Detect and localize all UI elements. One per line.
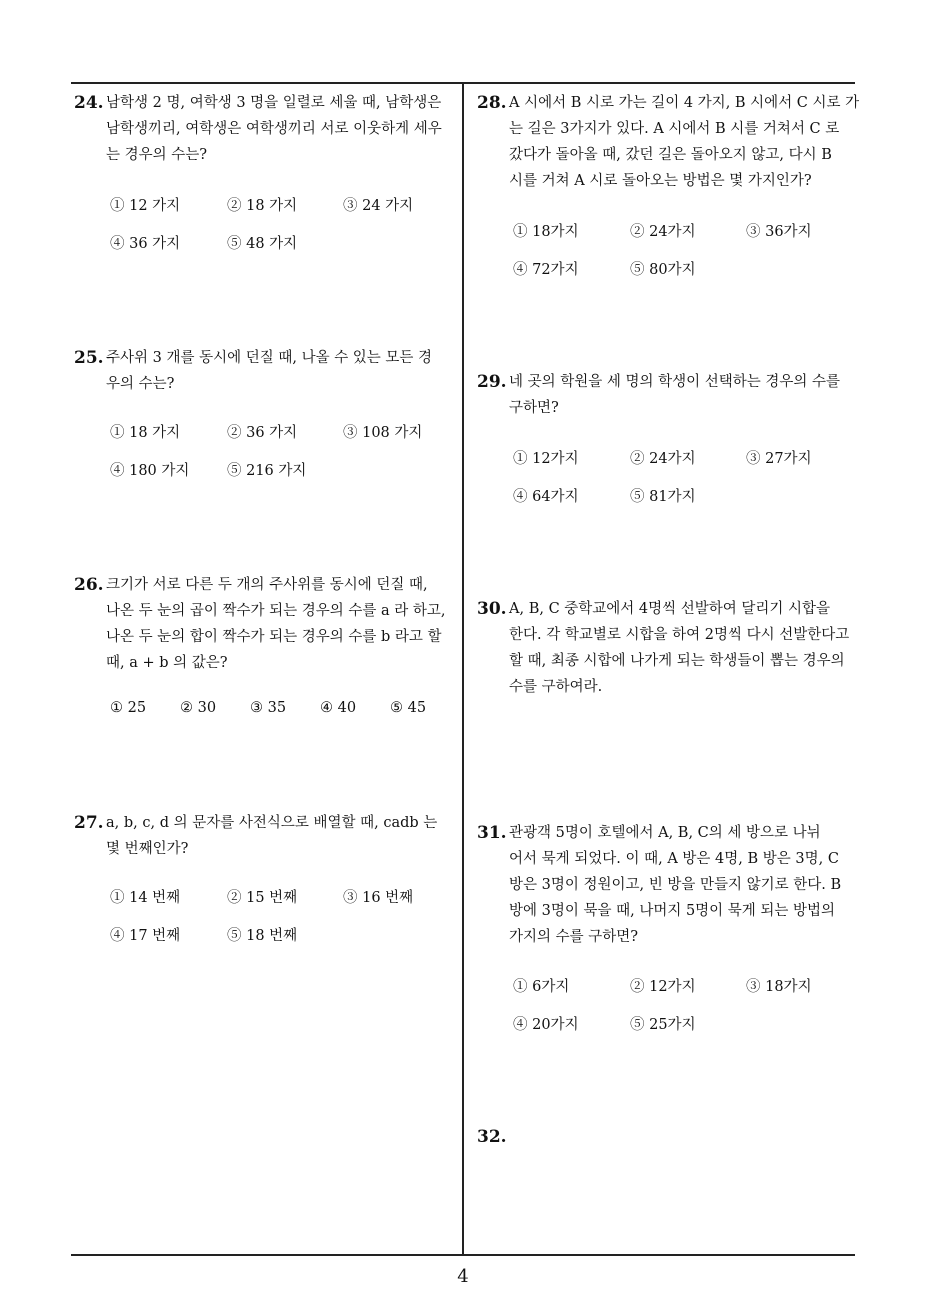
stem-line: 우의 수는? bbox=[106, 376, 175, 392]
question-number: 32. bbox=[477, 1127, 507, 1147]
question-number: 31. bbox=[477, 823, 507, 843]
stem-line: 시를 거쳐 A 시로 돌아오는 방법은 몇 가지인가? bbox=[509, 173, 812, 189]
question-number: 28. bbox=[477, 93, 507, 113]
option-1[interactable]: ① 12 가지 bbox=[110, 198, 181, 214]
stem-line: a, b, c, d 의 문자를 사전식으로 배열할 때, cadb 는 bbox=[106, 815, 438, 831]
option-4[interactable]: ④ 20가지 bbox=[513, 1017, 579, 1033]
stem-line: 어서 묵게 되었다. 이 때, A 방은 4명, B 방은 3명, C bbox=[509, 851, 839, 867]
question-stem bbox=[106, 810, 437, 862]
stem-line: 갔다가 돌아올 때, 갔던 길은 돌아오지 않고, 다시 B bbox=[509, 147, 832, 163]
stem-line: 몇 번째인가? bbox=[106, 841, 189, 857]
question-number: 29. bbox=[477, 372, 507, 392]
option-4[interactable]: ④ 36 가지 bbox=[110, 236, 181, 252]
option-2[interactable]: ② 36 가지 bbox=[227, 425, 298, 441]
option-1[interactable]: ① 18 가지 bbox=[110, 425, 181, 441]
question-number: 27. bbox=[74, 813, 104, 833]
stem-line: 는 경우의 수는? bbox=[106, 147, 208, 163]
question-number: 26. bbox=[74, 575, 104, 595]
question-number: 25. bbox=[74, 348, 104, 368]
stem-line: 방은 3명이 정원이고, 빈 방을 만들지 않기로 한다. B bbox=[509, 877, 842, 893]
stem-line: A 시에서 B 시로 가는 길이 4 가지, B 시에서 C 시로 가 bbox=[509, 95, 860, 111]
option-5[interactable]: ⑤ 81가지 bbox=[630, 489, 696, 505]
stem-line: 한다. 각 학교별로 시합을 하여 2명씩 다시 선발한다고 bbox=[509, 627, 850, 643]
option-3[interactable]: ③ 35 bbox=[250, 700, 287, 716]
stem-line: 가지의 수를 구하면? bbox=[509, 929, 639, 945]
option-2[interactable]: ② 24가지 bbox=[630, 224, 696, 240]
option-5[interactable]: ⑤ 80가지 bbox=[630, 262, 696, 278]
stem-line: 남학생 2 명, 여학생 3 명을 일렬로 세울 때, 남학생은 bbox=[106, 95, 442, 111]
stem-line: 방에 3명이 묵을 때, 나머지 5명이 묵게 되는 방법의 bbox=[509, 903, 836, 919]
option-1[interactable]: ① 12가지 bbox=[513, 451, 579, 467]
column-divider bbox=[462, 82, 464, 1255]
option-1[interactable]: ① 25 bbox=[110, 700, 147, 716]
stem-line: 크기가 서로 다른 두 개의 주사위를 동시에 던질 때, bbox=[106, 577, 428, 593]
stem-line: 구하면? bbox=[509, 400, 559, 416]
stem-line: 할 때, 최종 시합에 나가게 되는 학생들이 뽑는 경우의 bbox=[509, 653, 845, 669]
page-number: 4 bbox=[457, 1266, 469, 1287]
stem-line: 수를 구하여라. bbox=[509, 679, 603, 695]
option-1[interactable]: ① 14 번째 bbox=[110, 890, 181, 906]
question-stem bbox=[509, 90, 859, 194]
stem-line: 나온 두 눈의 합이 짝수가 되는 경우의 수를 b 라고 할 bbox=[106, 629, 442, 645]
option-1[interactable]: ① 6가지 bbox=[513, 979, 570, 995]
option-5[interactable]: ⑤ 25가지 bbox=[630, 1017, 696, 1033]
option-3[interactable]: ③ 18가지 bbox=[746, 979, 812, 995]
stem-line: 나온 두 눈의 곱이 짝수가 되는 경우의 수를 a 라 하고, bbox=[106, 603, 446, 619]
question-stem bbox=[509, 820, 841, 950]
option-4[interactable]: ④ 72가지 bbox=[513, 262, 579, 278]
option-5[interactable]: ⑤ 216 가지 bbox=[227, 463, 307, 479]
option-5[interactable]: ⑤ 48 가지 bbox=[227, 236, 298, 252]
option-1[interactable]: ① 18가지 bbox=[513, 224, 579, 240]
stem-line: A, B, C 중학교에서 4명씩 선발하여 달리기 시합을 bbox=[509, 601, 831, 617]
option-2[interactable]: ② 18 가지 bbox=[227, 198, 298, 214]
option-4[interactable]: ④ 180 가지 bbox=[110, 463, 190, 479]
stem-line: 관광객 5명이 호텔에서 A, B, C의 세 방으로 나뉘 bbox=[509, 825, 821, 841]
option-4[interactable]: ④ 17 번째 bbox=[110, 928, 181, 944]
question-number: 30. bbox=[477, 599, 507, 619]
stem-line: 주사위 3 개를 동시에 던질 때, 나올 수 있는 모든 경 bbox=[106, 350, 433, 366]
question-number: 24. bbox=[74, 93, 104, 113]
question-stem bbox=[106, 572, 445, 676]
option-3[interactable]: ③ 16 번째 bbox=[343, 890, 414, 906]
option-3[interactable]: ③ 36가지 bbox=[746, 224, 812, 240]
option-2[interactable]: ② 15 번째 bbox=[227, 890, 298, 906]
stem-line: 는 길은 3가지가 있다. A 시에서 B 시를 거쳐서 C 로 bbox=[509, 121, 840, 137]
option-4[interactable]: ④ 64가지 bbox=[513, 489, 579, 505]
stem-line: 네 곳의 학원을 세 명의 학생이 선택하는 경우의 수를 bbox=[509, 374, 841, 390]
question-stem bbox=[106, 90, 442, 168]
question-stem bbox=[106, 345, 432, 397]
option-4[interactable]: ④ 40 bbox=[320, 700, 357, 716]
stem-line: 남학생끼리, 여학생은 여학생끼리 서로 이웃하게 세우 bbox=[106, 121, 442, 137]
option-2[interactable]: ② 24가지 bbox=[630, 451, 696, 467]
option-2[interactable]: ② 12가지 bbox=[630, 979, 696, 995]
option-5[interactable]: ⑤ 18 번째 bbox=[227, 928, 298, 944]
question-stem bbox=[509, 596, 849, 700]
option-5[interactable]: ⑤ 45 bbox=[390, 700, 427, 716]
option-3[interactable]: ③ 27가지 bbox=[746, 451, 812, 467]
option-2[interactable]: ② 30 bbox=[180, 700, 217, 716]
option-3[interactable]: ③ 24 가지 bbox=[343, 198, 414, 214]
option-3[interactable]: ③ 108 가지 bbox=[343, 425, 423, 441]
question-stem bbox=[509, 369, 840, 421]
stem-line: 때, a + b 의 값은? bbox=[106, 655, 228, 671]
